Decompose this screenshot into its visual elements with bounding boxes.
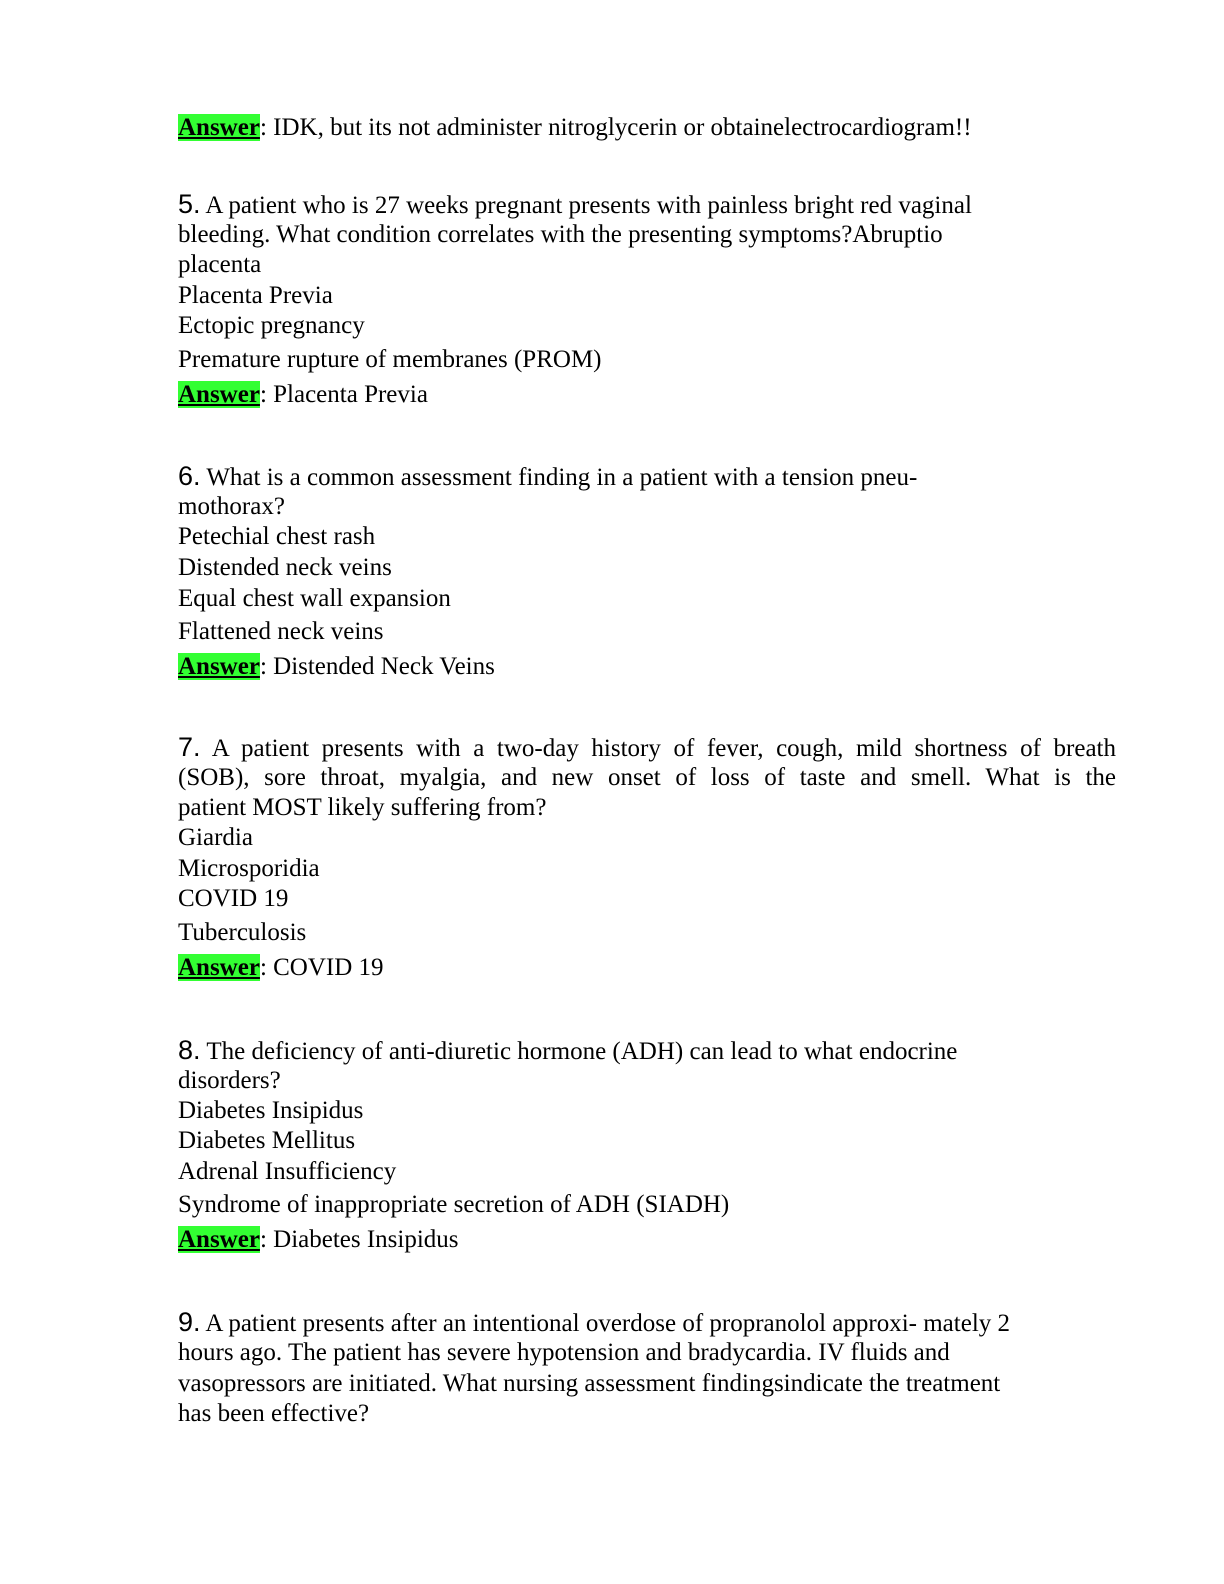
q5-answer — [178, 380, 428, 410]
question-5-line-1 — [178, 189, 972, 221]
option: Equal chest wall expansion — [178, 585, 451, 612]
question-5-line-2: bleeding. What condition correlates with the presenting symptoms?Abruptio — [178, 221, 943, 248]
option: Placenta Previa — [178, 282, 333, 309]
answer-text: : COVID 19 — [259, 954, 384, 981]
question-text: What is a common assessment finding in a patient with a tension pneu- — [200, 464, 918, 491]
option: Diabetes Insipidus — [178, 1097, 364, 1124]
question-text: The deficiency of anti-diuretic hormone (ADH) can lead to what endocrine — [200, 1038, 958, 1065]
question-7-line-3: patient MOST likely suffering from? — [178, 794, 547, 821]
option: Petechial chest rash — [178, 523, 376, 550]
answer-label: Answer — [178, 114, 260, 141]
question-9-line-1 — [178, 1307, 1010, 1339]
option: Giardia — [178, 824, 253, 851]
question-number: 7. — [178, 732, 201, 762]
answer-text: : Diabetes Insipidus — [259, 1226, 459, 1253]
option: Adrenal Insufficiency — [178, 1158, 397, 1185]
question-number: 9. — [178, 1307, 201, 1337]
q7-answer — [178, 953, 384, 983]
option: Diabetes Mellitus — [178, 1127, 356, 1154]
question-number: 8. — [178, 1035, 201, 1065]
answer-label: Answer — [178, 381, 260, 408]
option: Microsporidia — [178, 855, 320, 882]
question-number: 5. — [178, 189, 201, 219]
question-text: A patient who is 27 weeks pregnant presents with painless bright red vaginal — [200, 192, 972, 219]
question-5-line-3: placenta — [178, 251, 262, 278]
answer-label: Answer — [178, 1226, 260, 1253]
answer-label: Answer — [178, 653, 260, 680]
question-8-line-1 — [178, 1035, 957, 1067]
option: COVID 19 — [178, 885, 289, 912]
option: Tuberculosis — [178, 919, 307, 946]
question-number: 6. — [178, 461, 201, 491]
option: Ectopic pregnancy — [178, 312, 365, 339]
option: Flattened neck veins — [178, 618, 384, 645]
q8-answer — [178, 1225, 459, 1255]
option: Syndrome of inappropriate secretion of ADH (SIADH) — [178, 1191, 730, 1218]
question-8-line-2: disorders? — [178, 1067, 281, 1094]
question-7-line-1 — [178, 732, 1116, 764]
question-9-line-2: hours ago. The patient has severe hypotension and bradycardia. IV fluids and — [178, 1339, 950, 1366]
option: Premature rupture of membranes (PROM) — [178, 346, 602, 373]
question-6-line-2: mothorax? — [178, 493, 285, 520]
question-text: A patient presents after an intentional overdose of propranolol approxi- mately 2 — [200, 1310, 1011, 1337]
answer-text: : Distended Neck Veins — [259, 653, 495, 680]
question-9-line-3: vasopressors are initiated. What nursing assessment findingsindicate the treatment — [178, 1370, 1001, 1397]
question-6-line-1 — [178, 461, 917, 493]
answer-text: : IDK, but its not administer nitroglycerin or obtainelectrocardiogram!! — [259, 114, 972, 141]
question-7-line-2: (SOB), sore throat, myalgia, and new onset of loss of taste and smell. What is the — [178, 764, 1116, 791]
answer-label: Answer — [178, 954, 260, 981]
answer-text: : Placenta Previa — [259, 381, 428, 408]
option: Distended neck veins — [178, 554, 392, 581]
q6-answer — [178, 652, 495, 682]
question-text: A patient presents with a two-day history of fever, cough, mild shortness of breath — [200, 735, 1116, 762]
question-9-line-4: has been effective? — [178, 1400, 370, 1427]
q4-answer — [178, 113, 972, 143]
